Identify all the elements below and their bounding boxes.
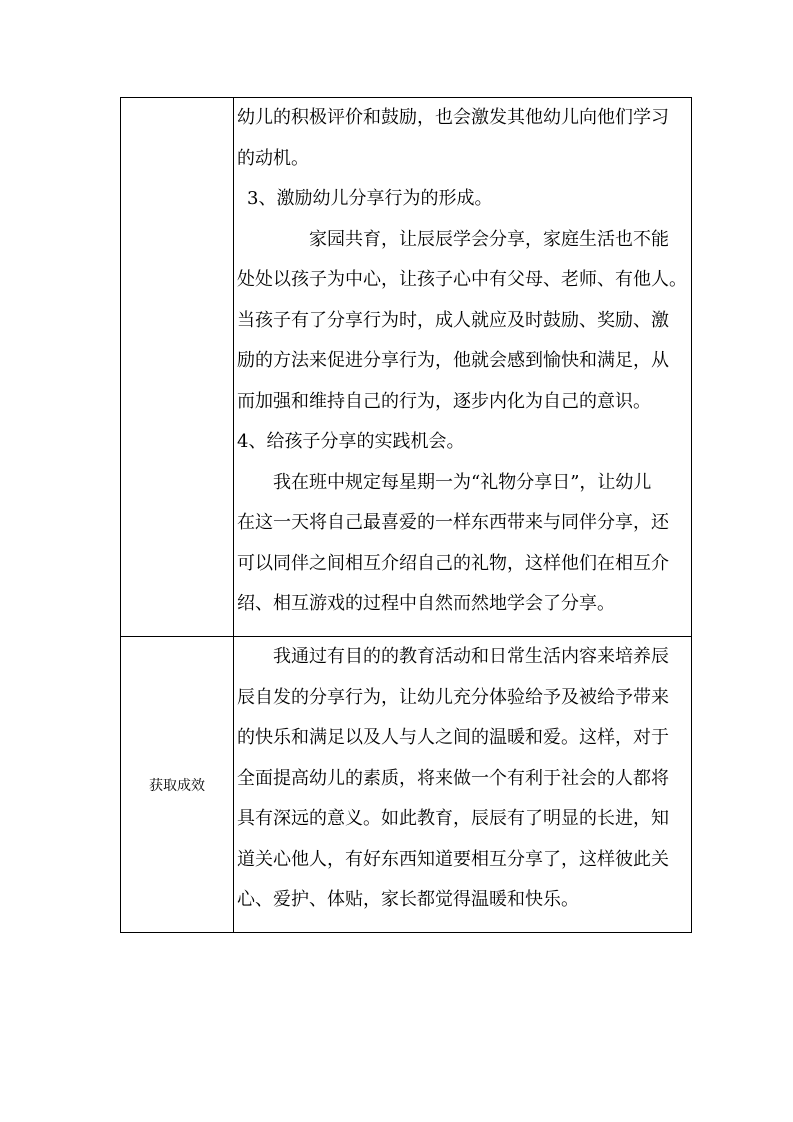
text-line: 心、爱护、体贴，家长都觉得温暖和快乐。: [237, 889, 579, 910]
text-line: 处处以孩子为中心，让孩子心中有父母、老师、有他人。: [237, 269, 687, 290]
text-line: 的动机。: [237, 147, 309, 169]
text-line: 在这一天将自己最喜爱的一样东西带来与同伴分享，还: [237, 512, 669, 533]
text-line: 而加强和维持自己的行为，逐步内化为自己的意识。: [237, 390, 651, 412]
text-line: 幼儿的积极评价和鼓励，也会激发其他幼儿向他们学习: [237, 107, 669, 128]
row-content-cell: [234, 98, 692, 637]
content-table: [120, 97, 692, 933]
text-line: 励的方法来促进分享行为，他就会感到愉快和满足，从: [237, 350, 669, 371]
text-line: 道关心他人，有好东西知道要相互分享了，这样彼此关: [237, 848, 669, 870]
table-row: [121, 98, 692, 637]
text-line: 可以同伴之间相互介绍自己的礼物，这样他们在相互介: [237, 552, 669, 574]
text-line: 辰自发的分享行为，让幼儿充分体验给予及被给予带来: [237, 686, 669, 708]
row-label: 获取成效: [149, 777, 205, 794]
table-row: [121, 637, 692, 933]
text-line: 家园共育，让辰辰学会分享，家庭生活也不能: [309, 228, 669, 250]
row-label-cell: [121, 637, 234, 933]
text-line: 我在班中规定每星期一为“礼物分享日”，让幼儿: [273, 471, 652, 493]
text-line: 绍、相互游戏的过程中自然而然地学会了分享。: [237, 593, 615, 614]
text-line: 全面提高幼儿的素质，将来做一个有利于社会的人都将: [237, 767, 669, 789]
text-line: 具有深远的意义。如此教育，辰辰有了明显的长进，知: [237, 808, 669, 829]
text-line: 我通过有目的的教育活动和日常生活内容来培养辰: [273, 646, 669, 667]
text-line: 当孩子有了分享行为时，成人就应及时鼓励、奖励、激: [237, 309, 669, 331]
text-line: 的快乐和满足以及人与人之间的温暖和爱。这样，对于: [237, 727, 669, 748]
row-label-cell: [121, 98, 234, 637]
text-line: 4、给孩子分享的实践机会。: [237, 431, 465, 452]
text-line: 3、激励幼儿分享行为的形成。: [247, 188, 493, 209]
row-content-cell: [234, 637, 692, 933]
